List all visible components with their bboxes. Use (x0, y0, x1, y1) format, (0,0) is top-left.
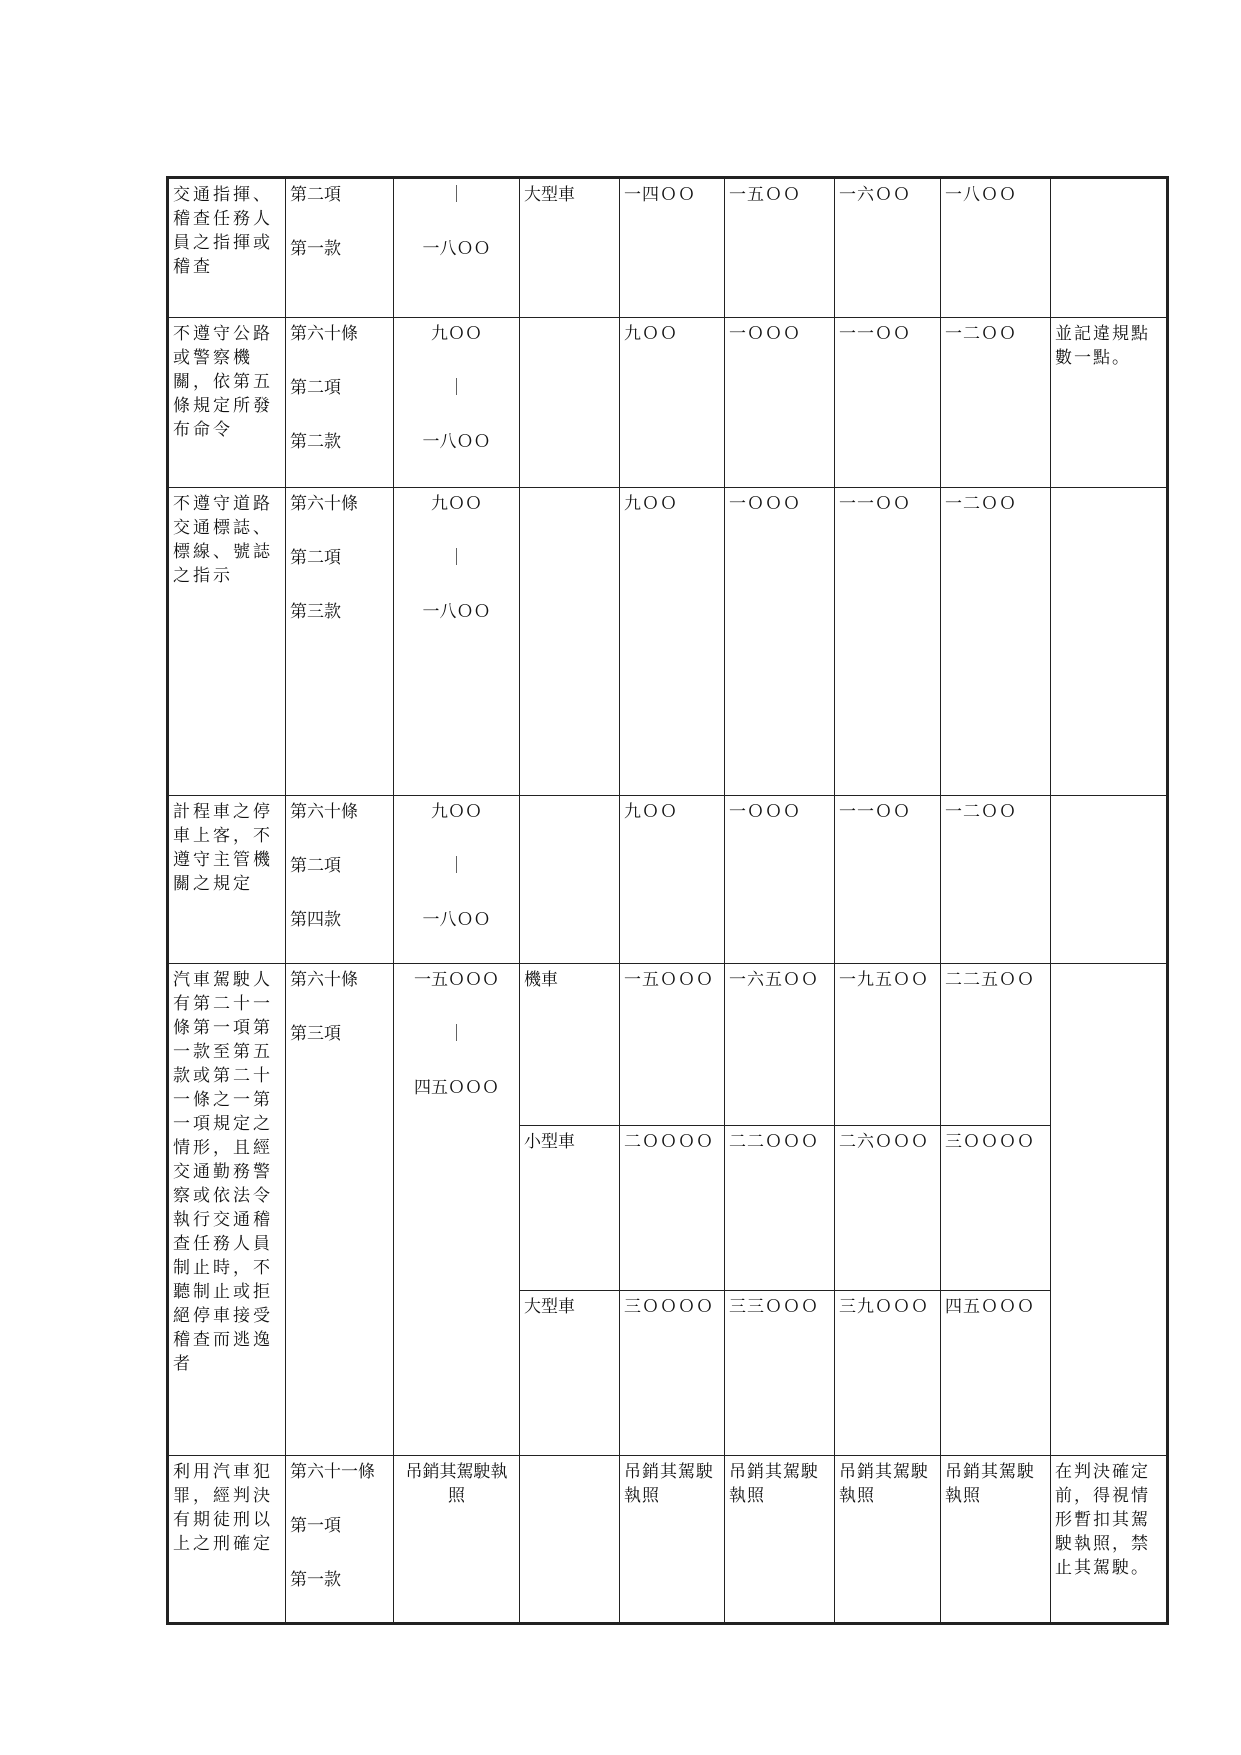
vehicle-cell (520, 488, 620, 796)
offense-cell: 利用汽車犯罪，經判決有期徒刑以上之刑確定 (168, 1456, 286, 1624)
law-cell (286, 318, 394, 488)
law-item: 第六十條 (290, 802, 358, 822)
law-item: 第一款 (290, 239, 341, 259)
law-item: 第二項 (290, 548, 341, 568)
law-cell (286, 964, 394, 1456)
fine-cell: 九ＯＯ (620, 318, 725, 488)
law-item: 第三項 (290, 1024, 341, 1044)
range-item: ｜ (448, 856, 465, 876)
fine-cell: 二二ＯＯＯ (725, 1126, 835, 1291)
law-item: 第二項 (290, 856, 341, 876)
note-cell (1051, 796, 1168, 964)
range-item: 一五ＯＯＯ (414, 970, 499, 990)
fine-cell: 吊銷其駕駛執照 (725, 1456, 835, 1624)
fine-cell: 一ＯＯＯ (725, 318, 835, 488)
fine-cell: 一八ＯＯ (941, 178, 1051, 318)
fine-cell: 吊銷其駕駛執照 (620, 1456, 725, 1624)
note-cell (1051, 488, 1168, 796)
law-cell (286, 178, 394, 318)
fine-cell: 三九ＯＯＯ (835, 1291, 941, 1456)
range-item: 四五ＯＯＯ (414, 1078, 499, 1098)
range-item: 一八ＯＯ (422, 432, 491, 452)
fine-cell: 一二ＯＯ (941, 488, 1051, 796)
fine-cell: 一二ＯＯ (941, 318, 1051, 488)
fine-cell: 一一ＯＯ (835, 488, 941, 796)
vehicle-cell: 大型車 (520, 1291, 620, 1456)
fine-cell: 一六ＯＯ (835, 178, 941, 318)
fine-cell: 四五ＯＯＯ (941, 1291, 1051, 1456)
offense-cell: 交通指揮、稽查任務人員之指揮或稽查 (168, 178, 286, 318)
table-row (168, 318, 1168, 488)
range-item: 九ＯＯ (431, 324, 482, 344)
range-item: 一八ＯＯ (422, 602, 491, 622)
note-cell (1051, 964, 1168, 1456)
law-item: 第二款 (290, 432, 341, 452)
offense-cell: 計程車之停車上客，不遵守主管機關之規定 (168, 796, 286, 964)
offense-cell: 汽車駕駛人有第二十一條第一項第一款至第五款或第二十一條之一第一項規定之情形，且經交通勤務警察或依法令執行交通稽查任務人員制止時，不聽制止或拒絕停車接受稽查而逃逸者 (168, 964, 286, 1456)
vehicle-cell (520, 318, 620, 488)
law-item: 第二項 (290, 185, 341, 205)
range-item: 一八ＯＯ (422, 239, 491, 259)
fine-cell: 二ＯＯＯＯ (620, 1126, 725, 1291)
fine-cell: 二二五ＯＯ (941, 964, 1051, 1126)
fine-cell: 一一ＯＯ (835, 318, 941, 488)
range-item: ｜ (448, 378, 465, 398)
fine-cell: 一ＯＯＯ (725, 488, 835, 796)
fine-cell: 三三ＯＯＯ (725, 1291, 835, 1456)
range-item: 九ＯＯ (431, 494, 482, 514)
note-cell: 並記違規點數一點。 (1051, 318, 1168, 488)
vehicle-cell: 小型車 (520, 1126, 620, 1291)
vehicle-cell (520, 1456, 620, 1624)
range-cell (394, 488, 520, 796)
vehicle-cell: 機車 (520, 964, 620, 1126)
law-item: 第二項 (290, 378, 341, 398)
range-item: ｜ (448, 548, 465, 568)
note-cell (1051, 178, 1168, 318)
law-cell (286, 488, 394, 796)
offense-cell: 不遵守道路交通標誌、標線、號誌之指示 (168, 488, 286, 796)
law-item: 第三款 (290, 602, 341, 622)
law-item: 第六十條 (290, 324, 358, 344)
law-item: 第六十條 (290, 970, 358, 990)
fine-cell: 一四ＯＯ (620, 178, 725, 318)
fine-cell: 九ＯＯ (620, 488, 725, 796)
table-row (168, 1456, 1168, 1624)
range-item: 一八ＯＯ (422, 910, 491, 930)
vehicle-cell (520, 796, 620, 964)
fine-cell: 一五ＯＯＯ (620, 964, 725, 1126)
range-cell (394, 796, 520, 964)
vehicle-cell: 大型車 (520, 178, 620, 318)
law-item: 第一款 (290, 1570, 341, 1590)
range-item: ｜ (448, 1024, 465, 1044)
law-item: 第六十條 (290, 494, 358, 514)
table-row (168, 488, 1168, 796)
fine-cell: 一二ＯＯ (941, 796, 1051, 964)
fine-cell: 吊銷其駕駛執照 (835, 1456, 941, 1624)
law-item: 第四款 (290, 910, 341, 930)
fine-cell: 二六ＯＯＯ (835, 1126, 941, 1291)
fine-cell: 一九五ＯＯ (835, 964, 941, 1126)
range-item: 九ＯＯ (431, 802, 482, 822)
law-cell (286, 796, 394, 964)
table-row (168, 796, 1168, 964)
penalty-cell: 吊銷其駕駛執照 (394, 1456, 520, 1624)
table-row (168, 964, 1168, 1126)
fine-cell: 吊銷其駕駛執照 (941, 1456, 1051, 1624)
fine-cell: 三ＯＯＯＯ (941, 1126, 1051, 1291)
fine-cell: 一一ＯＯ (835, 796, 941, 964)
fine-cell: 三ＯＯＯＯ (620, 1291, 725, 1456)
table-row (168, 178, 1168, 318)
range-item: ｜ (448, 185, 465, 205)
law-item: 第一項 (290, 1516, 341, 1536)
range-cell (394, 318, 520, 488)
fine-cell: 一ＯＯＯ (725, 796, 835, 964)
fine-cell: 一六五ＯＯ (725, 964, 835, 1126)
offense-cell: 不遵守公路或警察機關，依第五條規定所發布命令 (168, 318, 286, 488)
note-cell: 在判決確定前，得視情形暫扣其駕駛執照，禁止其駕駛。 (1051, 1456, 1168, 1624)
law-cell (286, 1456, 394, 1624)
range-cell (394, 964, 520, 1456)
range-cell (394, 178, 520, 318)
fine-table (166, 176, 1169, 1625)
fine-cell: 九ＯＯ (620, 796, 725, 964)
fine-cell: 一五ＯＯ (725, 178, 835, 318)
law-item: 第六十一條 (290, 1462, 375, 1482)
